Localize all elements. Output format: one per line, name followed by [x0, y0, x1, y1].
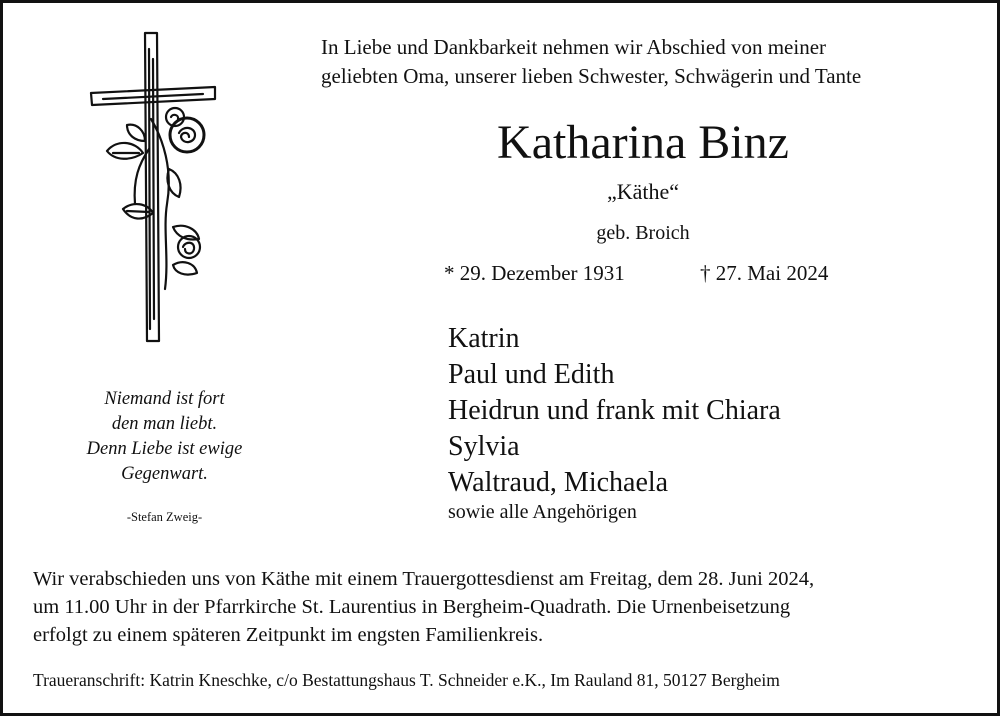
birth-date: * 29. Dezember 1931 [444, 261, 625, 285]
intro-line-2: geliebten Oma, unserer lieben Schwester, Schwägerin und Tante [321, 64, 862, 88]
quote-line: Denn Liebe ist ewige [86, 439, 243, 459]
intro-line-1: In Liebe und Dankbarkeit nehmen wir Abschied von meiner [321, 35, 827, 59]
relatives-note: sowie alle Angehörigen [448, 501, 637, 523]
intro-text [321, 33, 976, 91]
service-line-3: erfolgt zu einem späteren Zeitpunkt im engsten Familienkreis. [33, 624, 544, 646]
quote-line: Gegenwart. [121, 464, 208, 484]
service-line-1: Wir verabschieden uns von Käthe mit einem Trauergottesdienst am Freitag, dem 28. Juni 2024, [33, 568, 815, 590]
mourner-name: Katrin [448, 323, 520, 354]
memorial-quote [37, 387, 292, 487]
mourners-list [448, 321, 781, 501]
deceased-nickname: „Käthe“ [606, 179, 680, 204]
quote-line: Niemand ist fort [104, 389, 225, 409]
quote-author: -Stefan Zweig- [126, 510, 203, 524]
mourner-name: Sylvia [448, 431, 520, 462]
mourner-name: Heidrun und frank mit Chiara [448, 395, 781, 426]
quote-line: den man liebt. [111, 414, 218, 434]
mourner-name: Waltraud, Michaela [448, 467, 669, 498]
service-line-2: um 11.00 Uhr in der Pfarrkirche St. Laurentius in Bergheim-Quadrath. Die Urnenbeisetzung [33, 596, 791, 618]
mourning-address: Traueranschrift: Katrin Kneschke, c/o Bestattungshaus T. Schneider e.K., Im Rauland 81, 50127 Bergheim [33, 670, 780, 690]
death-date: † 27. Mai 2024 [700, 261, 829, 285]
mourner-name: Paul und Edith [448, 359, 615, 390]
deceased-name: Katharina Binz [497, 116, 789, 169]
cross-with-roses-icon [83, 29, 223, 349]
birth-name: geb. Broich [596, 222, 690, 244]
service-details [33, 565, 976, 649]
